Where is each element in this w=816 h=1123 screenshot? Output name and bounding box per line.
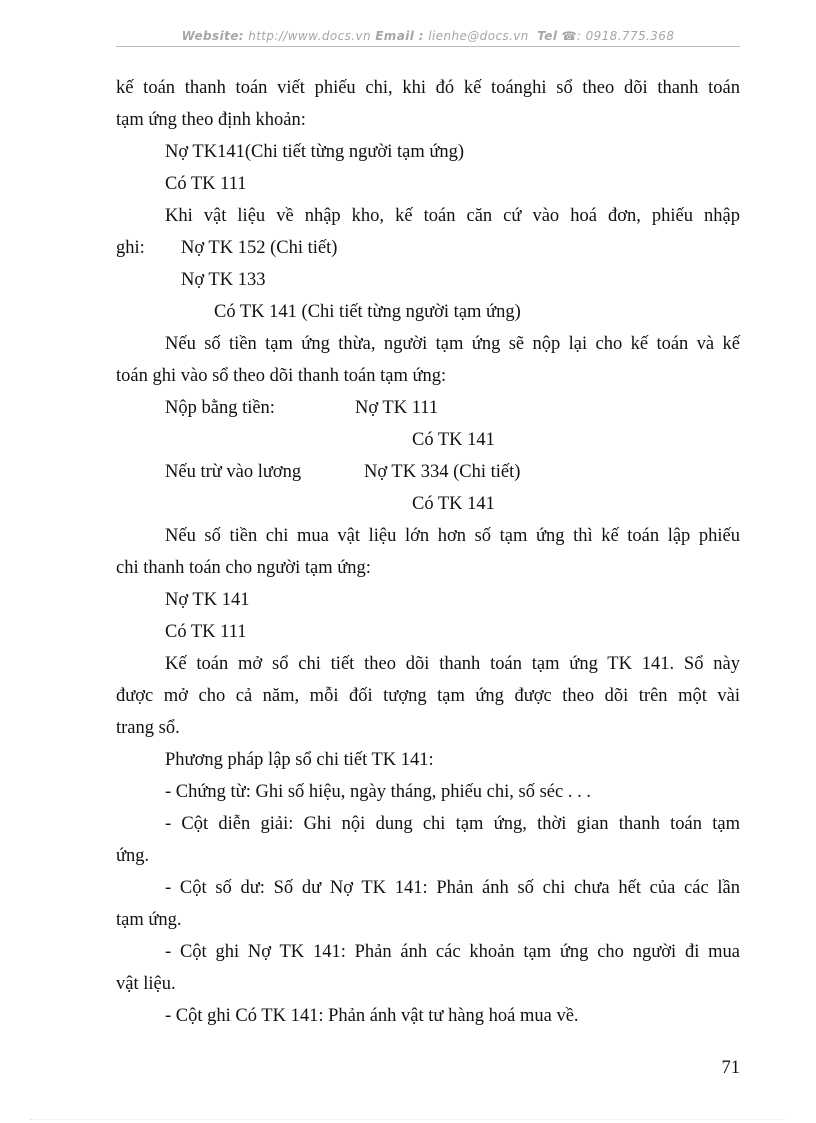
text-line: - Cột diễn giải: Ghi nội dung chi tạm ứng, thời gian thanh toán tạm xyxy=(165,814,740,834)
text-line: trang sổ. xyxy=(116,718,180,738)
page-header xyxy=(116,29,740,43)
header-divider xyxy=(116,46,740,47)
website-label: Website: xyxy=(181,29,244,43)
text-line: Nợ TK 133 xyxy=(181,270,266,290)
text-line: chi thanh toán cho người tạm ứng: xyxy=(116,558,371,578)
text-line: Phương pháp lập sổ chi tiết TK 141: xyxy=(165,750,434,770)
text-line: Có TK 141 (Chi tiết từng người tạm ứng) xyxy=(214,302,521,322)
website-url[interactable]: http://www.docs.vn xyxy=(248,29,371,43)
text-line: Nợ TK 111 xyxy=(355,398,439,418)
email-label: Email : xyxy=(375,29,425,43)
text-line: Nợ TK 152 (Chi tiết) xyxy=(181,238,338,258)
text-line: tạm ứng. xyxy=(116,910,182,930)
footer-divider xyxy=(30,1119,786,1120)
text-line: toán ghi vào sổ theo dõi thanh toán tạm ứng: xyxy=(116,366,447,386)
text-line: Nợ TK141(Chi tiết từng người tạm ứng) xyxy=(165,142,465,162)
text-line: Nếu trừ vào lương xyxy=(165,462,302,482)
text-line: vật liệu. xyxy=(116,974,176,994)
text-line: ứng. xyxy=(116,846,150,866)
text-line: Nếu số tiền chi mua vật liệu lớn hơn số tạm ứng thì kế toán lập phiếu xyxy=(165,526,740,546)
text-line: được mở cho cả năm, mỗi đối tượng tạm ứng được theo dõi trên một vài xyxy=(116,686,740,706)
text-line: tạm ứng theo định khoản: xyxy=(116,110,306,130)
text-line: Nợ TK 334 (Chi tiết) xyxy=(364,462,521,482)
tel-value: : 0918.775.368 xyxy=(576,29,675,43)
text-line: Có TK 141 xyxy=(412,494,495,514)
text-line: Có TK 141 xyxy=(412,430,495,450)
text-line: Nộp bằng tiền: xyxy=(165,398,275,418)
tel-label: Tel xyxy=(537,29,558,43)
text-line: Nợ TK 141 xyxy=(165,590,250,610)
text-line: - Cột số dư: Số dư Nợ TK 141: Phản ánh số chi chưa hết của các lần xyxy=(165,878,740,898)
text-line: - Cột ghi Có TK 141: Phản ánh vật tư hàng hoá mua về. xyxy=(165,1006,579,1026)
text-line: - Cột ghi Nợ TK 141: Phản ánh các khoản tạm ứng cho người đi mua xyxy=(165,942,740,962)
text-line: ghi: xyxy=(116,238,145,258)
text-line: Nếu số tiền tạm ứng thừa, người tạm ứng sẽ nộp lại cho kế toán và kế xyxy=(165,334,740,354)
email-value[interactable]: lienhe@docs.vn xyxy=(428,29,529,43)
text-line: - Chứng từ: Ghi số hiệu, ngày tháng, phiếu chi, số séc . . . xyxy=(165,782,591,802)
text-line: kế toán thanh toán viết phiếu chi, khi đó kế toánghi sổ theo dõi thanh toán xyxy=(116,78,740,98)
page-number: 71 xyxy=(721,1058,740,1078)
text-line: Có TK 111 xyxy=(165,174,247,194)
text-line: Có TK 111 xyxy=(165,622,247,642)
phone-icon: ☎ xyxy=(561,29,577,43)
text-line: Kế toán mở sổ chi tiết theo dõi thanh toán tạm ứng TK 141. Sổ này xyxy=(165,654,740,674)
text-line: Khi vật liệu về nhập kho, kế toán căn cứ vào hoá đơn, phiếu nhập xyxy=(165,206,740,226)
